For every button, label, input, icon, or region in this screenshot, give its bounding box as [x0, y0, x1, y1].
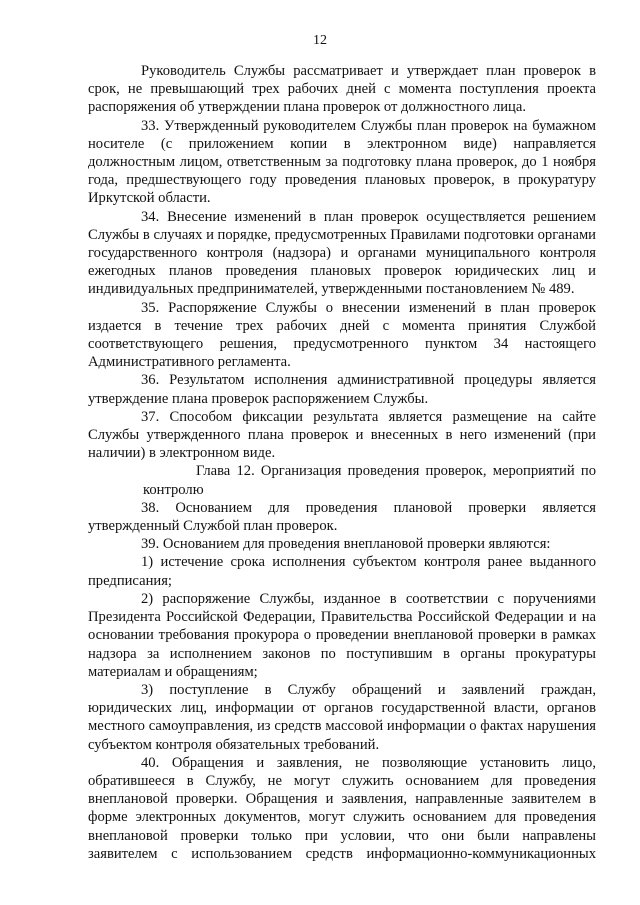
paragraph-35: 35. Распоряжение Службы о внесении изменений в план проверок издается в течение трех рабочих дней с момента принятия Службой соответствующего решения, предусмотренного пунктом 34 настоящего Административного регламента. [88, 299, 596, 371]
paragraph-36: 36. Результатом исполнения административной процедуры является утверждение плана проверок распоряжением Службы. [88, 372, 596, 407]
paragraph-40: 40. Обращения и заявления, не позволяющие установить лицо, обратившееся в Службу, не могут служить основанием для проведения внеплановой проверки. Обращения и заявления, направленные заявителем в форме электронных документов, могут служить основанием для проведения внеплановой проверки только при условии, что они были направлены заявителем с использованием средств информационно-коммуникационных [88, 754, 596, 862]
paragraph-39: 39. Основанием для проведения внеплановой проверки являются: [141, 536, 551, 553]
paragraph-33: 33. Утвержденный руководителем Службы план проверок на бумажном носителе (с приложением копии в электронном виде) направляется должностным лицом, ответственным за подготовку плана проверок, до 1 ноября года, предшествующего году проведения плановых проверок, в прокуратуру Иркутской области. [88, 117, 596, 207]
paragraph-34: 34. Внесение изменений в план проверок осуществляется решением Службы в случаях и порядке, предусмотренных Правилами подготовки органами государственного контроля (надзора) и органами муниципального контроля ежегодных планов проведения плановых проверок юридических лиц и индивидуальных предпринимателей, утвержденными постановлением № 489. [88, 208, 596, 298]
paragraph-approval-term: Руководитель Службы рассматривает и утверждает план проверок в срок, не превышающий трех рабочих дней с момента поступления проекта распоряжения об утверждении плана проверок от должностного лица. [88, 63, 596, 116]
chapter-heading: Глава 12. Организация проведения проверок, мероприятий по контролю [143, 463, 596, 498]
paragraph-39-item-2: 2) распоряжение Службы, изданное в соответствии с поручениями Президента Российской Федерации, Правительства Российской Федерации и на основании требования прокурора о проведении внеплановой проверки в рамках надзора за исполнением законов по поступившим в органы прокуратуры материалам и обращениям; [88, 590, 596, 680]
paragraph-37: 37. Способом фиксации результата является размещение на сайте Службы утвержденного плана проверок и внесенных в него изменений (при наличии) в электронном виде. [88, 408, 596, 462]
document-body [88, 62, 596, 863]
paragraph-39-item-3: 3) поступление в Службу обращений и заявлений граждан, юридических лиц, информации от органов государственной власти, органов местного самоуправления, из средств массовой информации о фактах нарушения субъектом контроля обязательных требований. [88, 681, 596, 753]
paragraph-39-item-1: 1) истечение срока исполнения субъектом контроля ранее выданного предписания; [88, 554, 596, 589]
paragraph-38: 38. Основанием для проведения плановой проверки является утвержденный Службой план проверок. [88, 499, 596, 535]
page-number: 12 [313, 33, 327, 48]
